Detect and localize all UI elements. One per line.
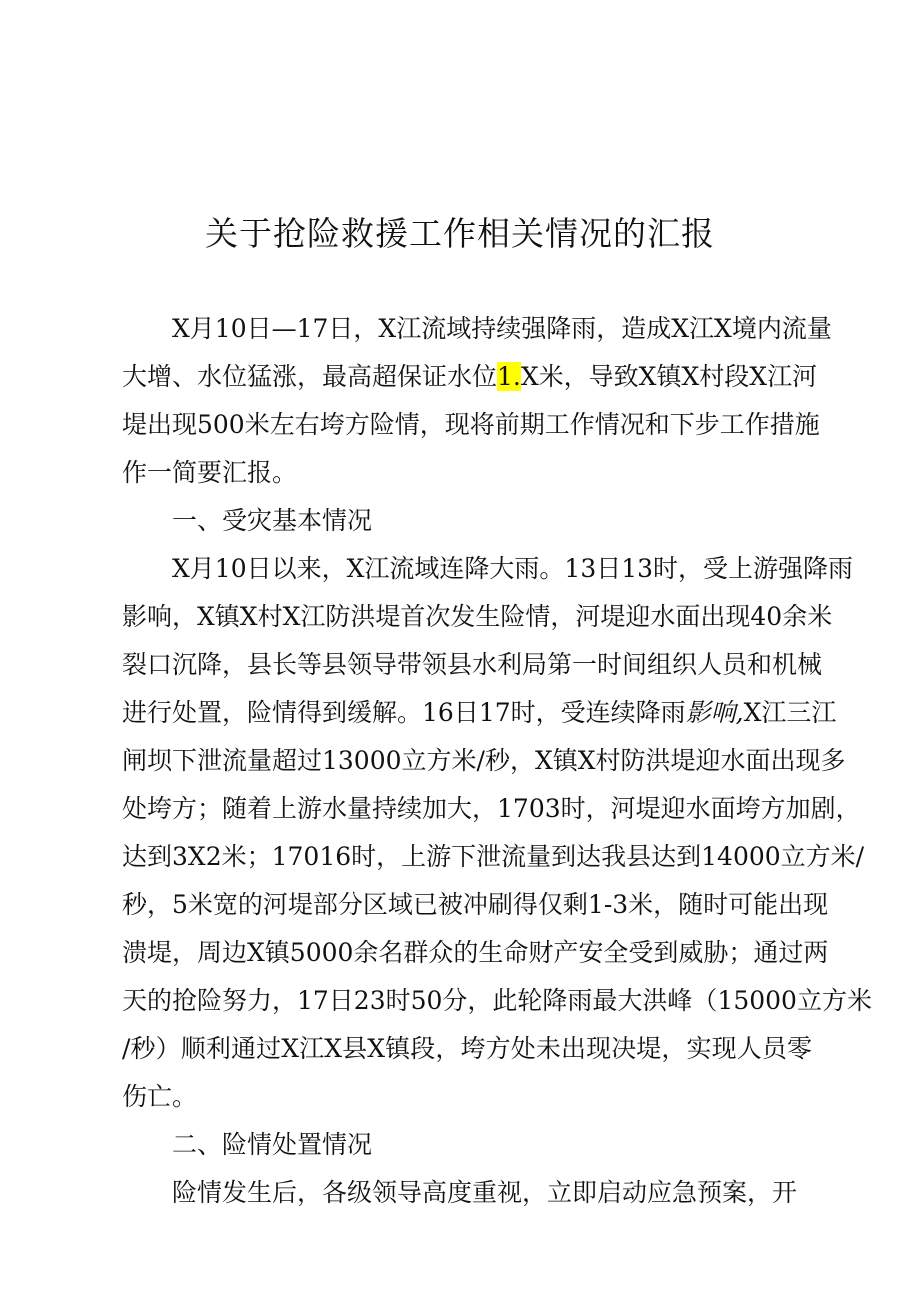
section-1-heading: 一、受灾基本情况 [172, 506, 373, 535]
paragraph-1-line-3: 堤出现500米左右垮方险情，现将前期工作情况和下步工作措施 [122, 410, 820, 439]
paragraph-2-line-9: 溃堤，周边X镇5000余名群众的生命财产安全受到威胁；通过两 [122, 938, 829, 967]
highlighted-value: 1. [497, 362, 521, 391]
section-2-heading: 二、险情处置情况 [172, 1130, 373, 1159]
paragraph-2-line-6: 处垮方；随着上游水量持续加大，1703时，河堤迎水面垮方加剧， [122, 794, 861, 823]
paragraph-2-line-7: 达到3X2米；17016时，上游下泄流量到达我县达到14000立方米/ [122, 842, 865, 871]
paragraph-2-line-2: 影响，X镇X村X江防洪堤首次发生险情，河堤迎水面出现40余米 [122, 602, 833, 631]
paragraph-1-line-2-text-b: X米，导致X镇X村段X江河 [520, 362, 818, 391]
document-title: 关于抢险救援工作相关情况的汇报 [205, 214, 715, 253]
paragraph-2-line-4-text-b: X江三江 [743, 698, 837, 727]
paragraph-1-line-2 [122, 353, 818, 401]
paragraph-2-line-8: 秒，5米宽的河堤部分区域已被冲刷得仅剩1-3米，随时可能出现 [122, 890, 829, 919]
paragraph-3-line-1: 险情发生后，各级领导高度重视，立即启动应急预案，开 [172, 1178, 798, 1207]
paragraph-2-line-11: /秒）顺利通过X江X县X镇段，垮方处未出现决堤，实现人员零 [122, 1034, 812, 1063]
paragraph-2-line-1: X月10日以来，X江流域连降大雨。13日13时，受上游强降雨 [172, 554, 854, 583]
paragraph-2-line-5: 闸坝下泄流量超过13000立方米/秒，X镇X村防洪堤迎水面出现多 [122, 746, 846, 775]
paragraph-2-line-10: 天的抢险努力，17日23时50分，此轮降雨最大洪峰（15000立方米 [122, 986, 872, 1015]
paragraph-1-line-2-text-a: 大增、水位猛涨，最高超保证水位 [122, 362, 498, 391]
paragraph-2-line-4-italic: 影响, [685, 698, 744, 727]
document-body [122, 305, 872, 1217]
paragraph-1-line-1: X月10日—17日，X江流域持续强降雨，造成X江X境内流量 [172, 314, 832, 343]
paragraph-2-line-4 [122, 689, 837, 737]
paragraph-1-line-4: 作一简要汇报。 [122, 458, 298, 487]
paragraph-2-line-12: 伤亡。 [122, 1082, 198, 1111]
paragraph-2-line-3: 裂口沉降，县长等县领导带领县水利局第一时间组织人员和机械 [122, 650, 823, 679]
paragraph-2-line-4-text-a: 进行处置，险情得到缓解。16日17时，受连续降雨 [122, 698, 686, 727]
